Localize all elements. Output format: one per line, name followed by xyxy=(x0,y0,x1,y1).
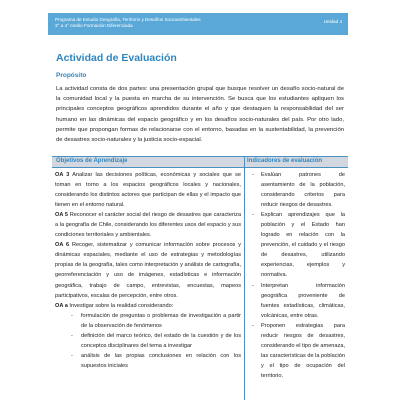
table-top-rule xyxy=(52,156,348,157)
objective-text: Investigar sobre la realidad considerando: xyxy=(67,302,174,309)
list-item: - definición del marco teórico, del estado de la cuestión y de los conceptos disciplinares del tema a investigar xyxy=(81,331,241,351)
header-unit: Unidad 4 xyxy=(323,19,342,24)
header-band xyxy=(48,13,348,35)
intro-paragraph: La actividad consta de dos partes: una presentación grupal que busque resolver un desafío socio-natural de la comunidad local y la puesta en marcha de su intervención. Se busca que los estudiantes apliquen los principales conceptos geográficos aprendidos durante el año y que destaquen la responsabilidad del ser humano en las dinámicas del espacio geográfico y en los desafíos socio-naturales del país. Por otro lado, permite que propongan formas de relacionarse con el entorno, basadas en la sustentabilidad, la prevención de desastres socio-naturales y la justicia socio-espacial. xyxy=(56,86,344,144)
objective-text: Analizar las decisiones políticas, económicas y sociales que se toman en torno a los espacios geográficos locales y nacionales, considerando los distintos actores que participan de ellas y el impacto que tienen en el entorno natural. xyxy=(55,172,241,209)
objectives-column xyxy=(55,170,241,371)
header-level: 3° a 4° medio Formación Diferenciada xyxy=(55,23,133,28)
objective-item xyxy=(55,301,241,311)
indicators-list xyxy=(251,170,345,381)
table-column-divider xyxy=(244,156,245,400)
indicators-column xyxy=(251,170,345,381)
objectives-column-header: Objetivos de Aprendizaje xyxy=(56,158,128,164)
list-item: - Explican aprendizajes que la población y el Estado han logrado en relación con la prevención, el cuidado y el riesgo de desastres, utilizando experiencias, ejemplos y normativa. xyxy=(261,210,345,280)
header-program-title: Programa de Estudio Geografía, Territorio y Desafíos Socioambientales xyxy=(55,17,201,22)
section-subtitle: Propósito xyxy=(56,72,87,79)
objective-text: Reconocer el carácter social del riesgo de desastres que caracteriza a la geografía de Chile, considerando los diferentes usos del espacio y sus condiciones territoriales y ambientales. xyxy=(55,212,241,239)
objective-text: Recoger, sistematizar y comunicar información sobre procesos y dinámicas espaciales, mediante el uso de estrategias y metodologías propias de la geografía, tales como interpretación y análisis de cartografía, georreferenciación y uso de imágenes, estadísticas e información geográfica, trabajo de campo, entrevistas, encuestas, mapeos participativos, escalas de percepción, entre otros. xyxy=(55,242,241,299)
oa-a-list xyxy=(55,311,241,371)
objective-code: OA 3 xyxy=(55,172,70,178)
list-item: - Interpretan información geográfica proveniente de fuentes estadísticas, climáticas, volcánicas, entre otras. xyxy=(261,281,345,321)
table-header xyxy=(52,156,348,167)
list-item: - Proponen estrategias para reducir riesgos de desastres, considerando el tipo de amenaza, las características de la población y el tipo de ocupación del territorio. xyxy=(261,321,345,381)
list-item: - formulación de preguntas o problemas de investigación a partir de la observación de fenómenos xyxy=(81,311,241,331)
evaluation-table xyxy=(52,156,348,400)
table-header-rule xyxy=(52,167,348,168)
list-item: - Evalúan patrones de asentamiento de la población, considerando criterios para reducir riesgos de desastres. xyxy=(261,170,345,210)
objective-code: OA 6 xyxy=(55,242,70,249)
indicators-column-header: Indicadores de evaluación xyxy=(247,158,323,164)
objective-item xyxy=(55,170,241,210)
objective-item xyxy=(55,210,241,240)
objective-code: OA 5 xyxy=(55,212,69,219)
objective-code: OA a xyxy=(55,302,68,309)
list-item: - análisis de las propias conclusiones en relación con los supuestos iniciales xyxy=(81,351,241,371)
page-title: Actividad de Evaluación xyxy=(56,52,177,64)
objective-item xyxy=(55,240,241,300)
